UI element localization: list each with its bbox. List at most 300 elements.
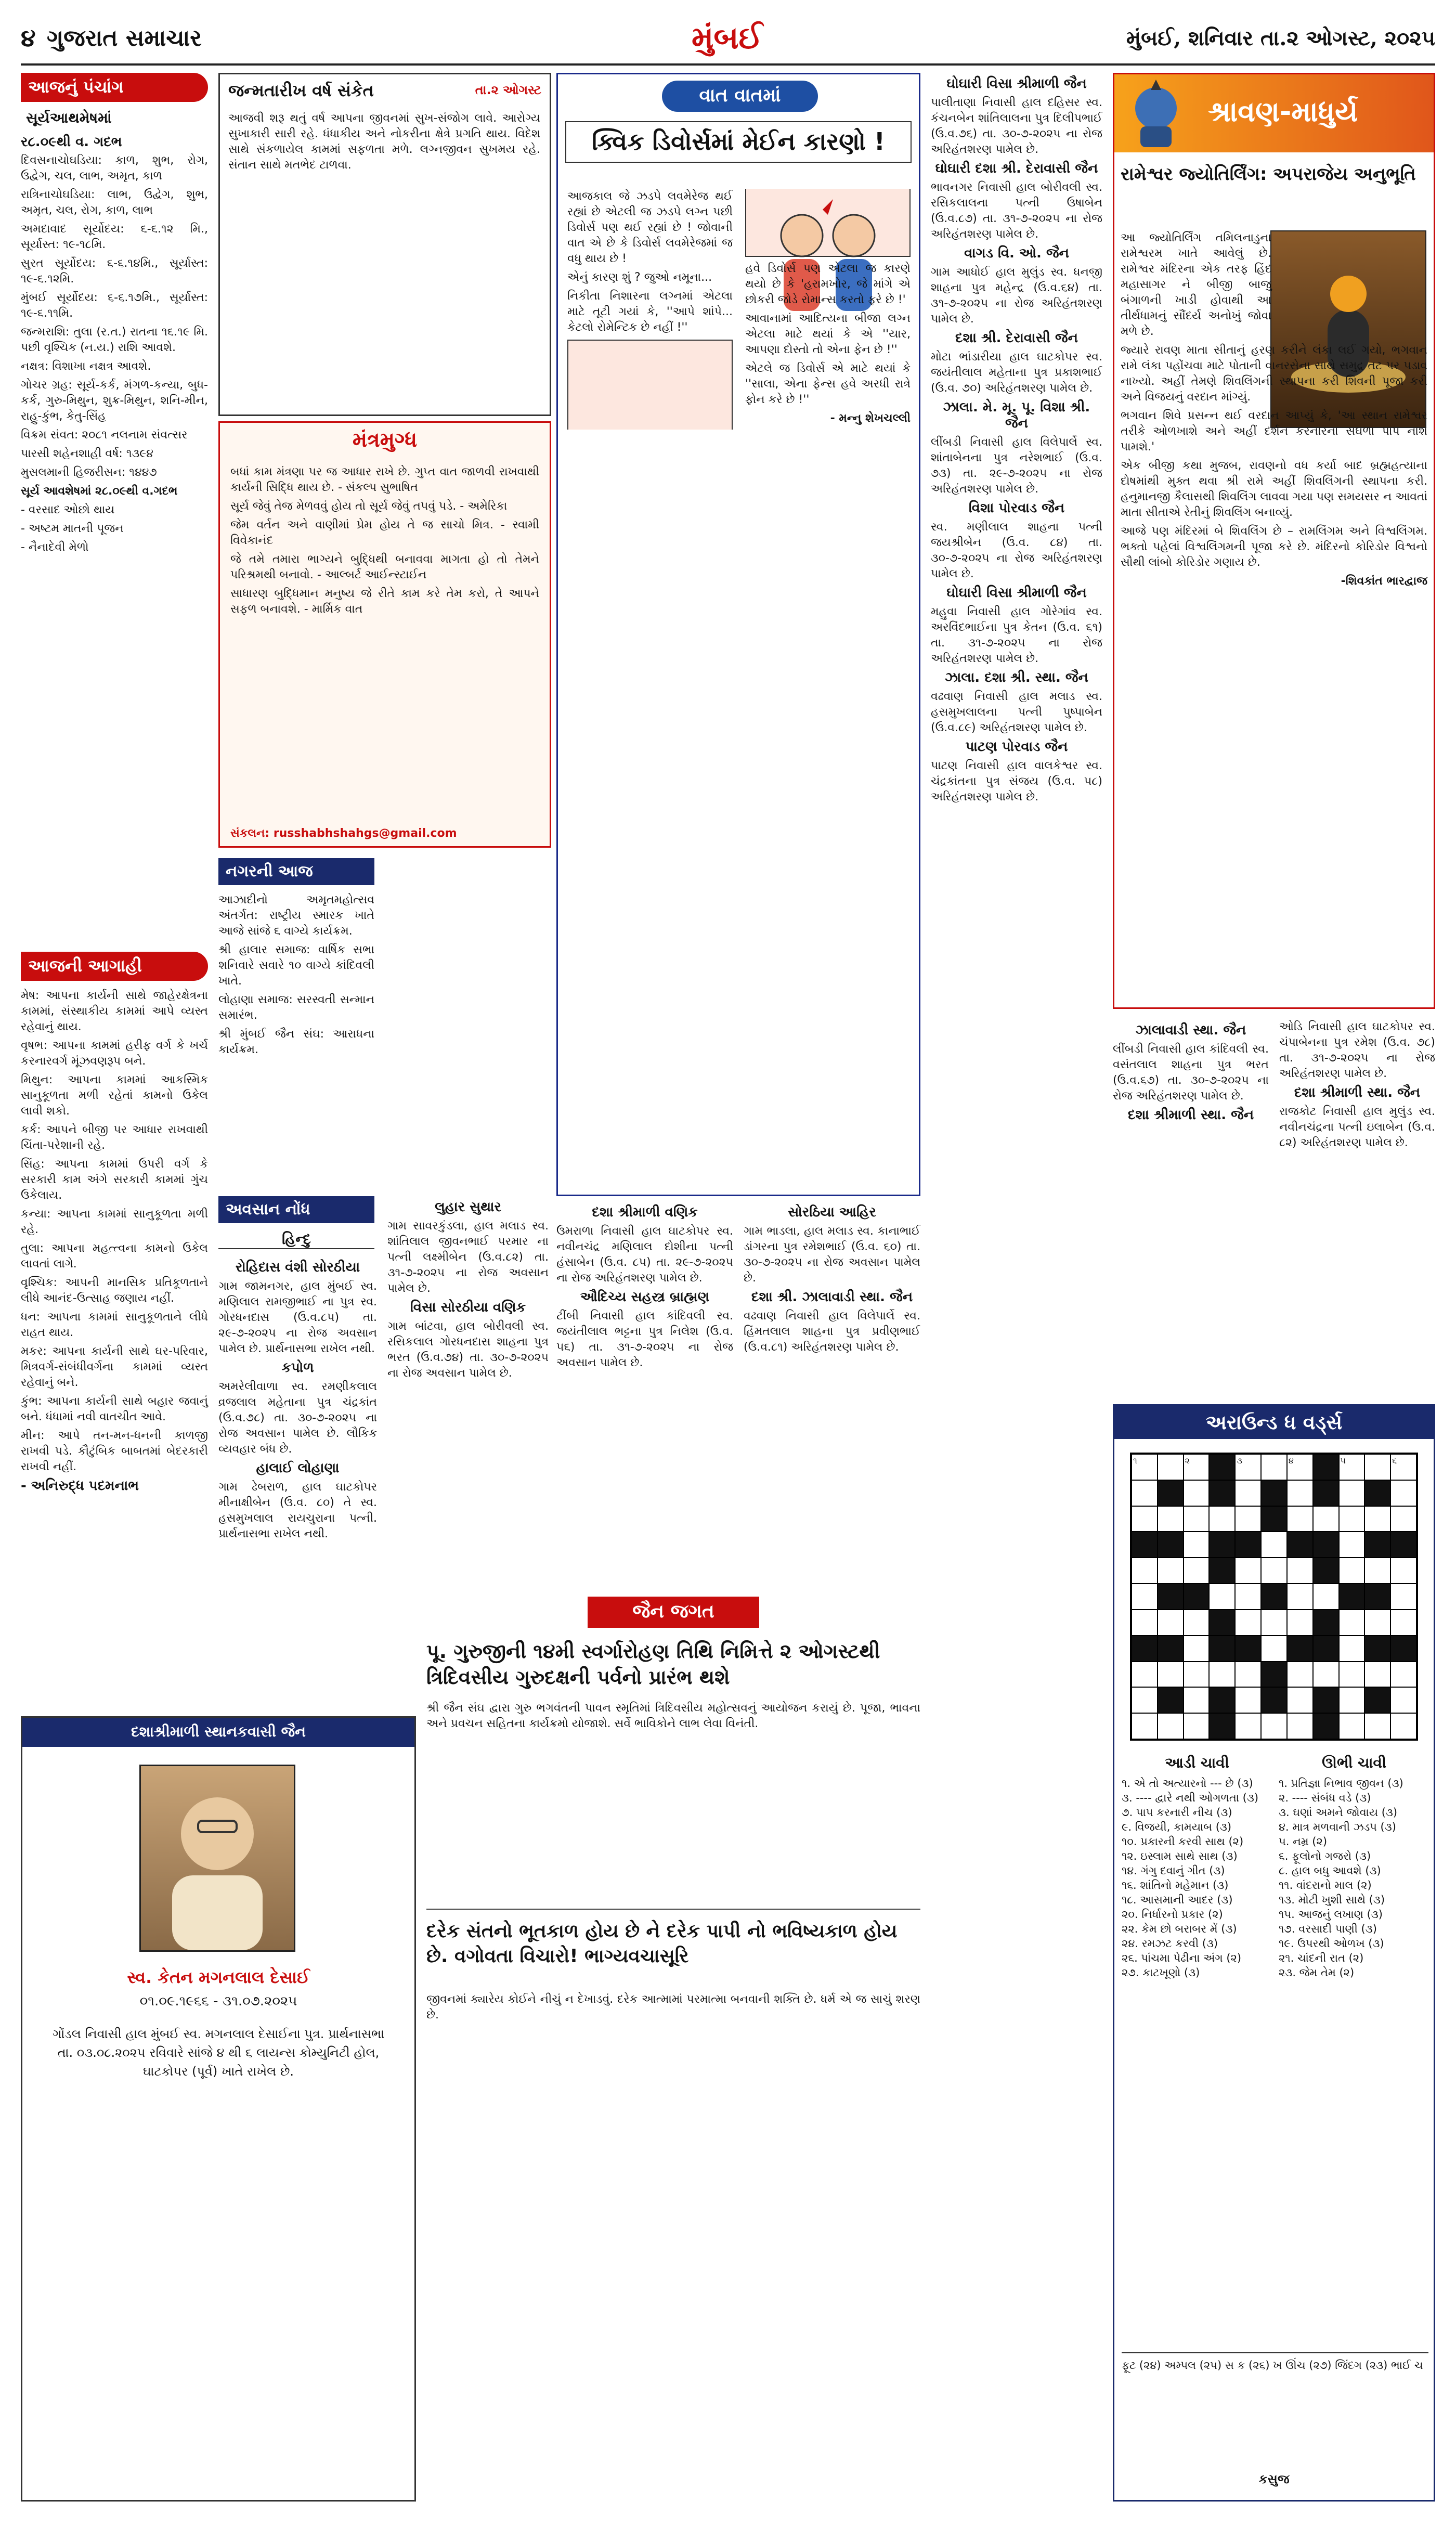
obit-text: ગોંડલ નિવાસી હાલ મુંબઈ સ્વ. મગનલાલ દેસાઈના પુત્ર. પ્રાર્થનાસભા તા. ૦૩.૦૮.૨૦૨૫ રવિવારે સાંજે ૪ થી ૬ લાયન્સ કોમ્યુનિટી હોલ, ઘાટકોપર (પૂર્વ) ખાતે રાખેલ છે. — [52, 2027, 385, 2079]
crossword-block — [1261, 1506, 1287, 1532]
crossword-cell[interactable] — [1390, 1506, 1416, 1532]
avsan-title: અવસાન નોંધ — [218, 1196, 374, 1223]
crossword-cell[interactable] — [1132, 1480, 1158, 1506]
birthday-date: તા.૨ ઓગસ્ટ — [475, 83, 541, 97]
crossword-cell[interactable] — [1235, 1687, 1261, 1713]
panchang-line: વિક્રમ સંવત: ૨૦૮૧ નલનામ સંવત્સર — [21, 429, 188, 442]
down-clue: ૨૧. ચાંદની રાત (૨) — [1279, 1952, 1364, 1964]
crossword-cell[interactable] — [1339, 1610, 1365, 1636]
crossword-cell[interactable] — [1158, 1713, 1184, 1739]
avsan-col-b — [387, 1196, 549, 1384]
obits-far — [1113, 1019, 1435, 1394]
mantramugdh-title: મંત્રમુગ્ધ — [352, 428, 418, 452]
obit-heading: કપોળ — [281, 1360, 314, 1376]
crossword-cell[interactable] — [1390, 1558, 1416, 1584]
crossword-cell[interactable] — [1158, 1610, 1184, 1636]
down-clue: ૪. માત્ર મળવાની ઝડપ (૩) — [1279, 1821, 1396, 1833]
nagar-item: શ્રી મુંબઈ જૈન સંઘ: આરાધના કાર્યક્રમ. — [218, 1028, 374, 1056]
page-number: ૪ — [21, 24, 36, 52]
shiva-icon — [1120, 77, 1192, 150]
horoscope-item: કર્ક: આપને બીજી પર આધાર રાખવાથી ચિંતા-પરેશાની રહે. — [21, 1123, 208, 1152]
across-clue: ૨૭. કાટખૂણો (૩) — [1122, 1966, 1200, 1979]
jain-title: જૈન જગત — [588, 1597, 759, 1628]
horoscope-item: મેષ: આપના કાર્યની સાથે જાહેરક્ષેત્રના કામમાં, સંસ્થાકીય કામમાં આપે વ્યસ્ત રહેવાનું થાય. — [21, 989, 208, 1033]
quote: બધાં કામ મંત્રણા પર જ આધાર રાખે છે. ગુપ્ત વાત જાળવી રાખવાથી કાર્યની સિદ્ધિ થાય છે. - સંકલ્પ સુભાષિત — [230, 465, 539, 494]
crossword-cell[interactable] — [1390, 1662, 1416, 1688]
horoscope-item: મિથુન: આપના કામમાં આકસ્મિક સાનુકૂળતા મળી રહેતાં કામનો ઉકેલ લાવી શકો. — [21, 1073, 208, 1118]
nagar-section — [218, 858, 380, 1191]
jain-body: શ્રી જૈન સંઘ દ્વારા ગુરુ ભગવંતની પાવન સ્મૃતિમાં ત્રિદિવસીય મહોત્સવનું આયોજન કરાયું છે. પૂજા, ભાવના અને પ્રવચન સહિતના કાર્યક્રમો યોજાશે. સર્વે ભાવિકોને લાભ લેવા વિનંતી. — [426, 1702, 920, 1730]
crossword-cell[interactable] — [1132, 1558, 1158, 1584]
crossword-block — [1390, 1532, 1416, 1558]
jain-section — [426, 1597, 920, 2502]
crossword-cell[interactable] — [1364, 1558, 1390, 1584]
obit-entry: મહુવા નિવાસી હાલ ગોરેગાંવ સ્વ. અરવિંદભાઈના પુત્ર કેતન (ઉ.વ. ૬૧) તા. ૩૧-૭-૨૦૨૫ ના રોજ અરિહંતશરણ પામેલ છે. — [931, 605, 1102, 665]
nagar-body — [218, 892, 374, 1061]
panchang-line: ર૮.૦૯થી વ. ગદભ — [21, 134, 122, 150]
crossword-cell[interactable] — [1184, 1532, 1210, 1558]
crossword-cell[interactable] — [1261, 1636, 1287, 1662]
crossword-block — [1209, 1610, 1235, 1636]
birthday-text: આજવી શરૂ થતું વર્ષ આપના જીવનમાં સુખ-સંજોગ લાવે. આરોગ્ય સુખાકારી સારી રહે. ધંધાકીય અને નોકરીના ક્ષેત્રે પ્રગતિ થાય. વિદેશ સાથે સંકળાયેલ કામમાં સફળતા મળે. લગ્નજીવન સુખમય રહે. સંતાન સાથે મતભેદ ટાળવા. — [228, 112, 540, 172]
crossword-block — [1364, 1480, 1390, 1506]
crossword-block — [1364, 1687, 1390, 1713]
panchang-line: અમદાવાદ સૂર્યોદય: ૬-૬.૧૨ મિ., સૂર્યાસ્ત: ૧૯-૧૮મિ. — [21, 223, 208, 251]
down-clue: ૨૩. જેમ તેમ (૨) — [1279, 1966, 1355, 1979]
nagar-title: નગરની આજ — [218, 858, 374, 885]
crossword-cell[interactable] — [1339, 1713, 1365, 1739]
crossword-cell[interactable] — [1132, 1687, 1158, 1713]
obit-photo — [139, 1765, 295, 1952]
vaat-headline: ક્વિક ડિવોર્સમાં મેઈન કારણો ! — [565, 121, 912, 163]
crossword-block — [1313, 1454, 1339, 1480]
crossword-cell[interactable] — [1209, 1506, 1235, 1532]
across-clue: ૨૦. નિર્ધારનો પ્રકાર (૨) — [1122, 1908, 1223, 1921]
down-clue: ૬. ફૂલોનો ગજરો (૩) — [1279, 1850, 1371, 1862]
crossword-cell[interactable] — [1339, 1662, 1365, 1688]
crossword-block — [1313, 1558, 1339, 1584]
avsan-hindu: હિન્દુ — [218, 1230, 374, 1249]
shravan-banner — [1114, 74, 1434, 152]
crossword-cell[interactable] — [1235, 1506, 1261, 1532]
obit-notice — [21, 1716, 416, 2502]
crossword-cell[interactable] — [1132, 1584, 1158, 1610]
crossword-cell[interactable] — [1390, 1584, 1416, 1610]
crossword-cell[interactable] — [1339, 1558, 1365, 1584]
crossword-block — [1287, 1532, 1313, 1558]
obit-notice-title: દશાશ્રીમાળી સ્થાનકવાસી જૈન — [22, 1718, 414, 1747]
crossword-cell[interactable] — [1339, 1687, 1365, 1713]
obit-heading: રોહિદાસ વંશી સોરઠીયા — [235, 1260, 360, 1275]
panchang-line: મુસલમાની હિજરીસન: ૧૪૪૭ — [21, 466, 157, 479]
shravan-para: ભગવાન શિવે પ્રસન્ન થઈ વરદાન આપ્યું કે, 'આ સ્થાન રામેશ્વર તરીકે ઓળખાશે અને અહીં દર્શન કરનારના સઘળા પાપ નાશ પામશે.' — [1121, 409, 1427, 453]
portrait-icon — [141, 1766, 294, 1950]
crossword-grid — [1130, 1453, 1418, 1741]
crossword-section — [1113, 1404, 1435, 2502]
obit-entry: ગામ સાવરકુંડલા, હાલ મલાડ સ્વ. શાંતિલાલ જીવનભાઈ પરમાર ના પત્ની લક્ષ્મીબેન (ઉ.વ.૮૨) તા. ૩૧-૭-૨૦૨૫ ના રોજ અવસાન પામેલ છે. — [387, 1220, 549, 1295]
obit-heading: ઘોઘારી વિસા શ્રીમાળી જૈન — [946, 76, 1087, 92]
across-clue: ૨૪. રમઝટ કરવી (૩) — [1122, 1937, 1218, 1950]
shravan-author: -શિવકાંત ભારદ્વાજ — [1341, 575, 1427, 588]
crossword-cell[interactable] — [1287, 1506, 1313, 1532]
obit-heading: દશા શ્રીમાળી સ્થા. જૈન — [1127, 1107, 1254, 1123]
crossword-cell[interactable] — [1287, 1687, 1313, 1713]
vaat-para: નિકીતા નિશારના લગ્નમાં એટલા માટે તૂટી ગયાં કે, ''આપે શાંપે... કેટલો રોમેન્ટિક છે નહીં !'' — [567, 290, 733, 334]
nagar-item: શ્રી હાલાર સમાજ: વાર્ષિક સભા શનિવારે સવારે ૧૦ વાગ્યે કાંદિવલી ખાતે. — [218, 943, 374, 988]
crossword-cell[interactable] — [1261, 1454, 1287, 1480]
crossword-cell[interactable] — [1261, 1558, 1287, 1584]
crossword-cell[interactable] — [1287, 1713, 1313, 1739]
obit-entry: ગામ બાંટવા, હાલ બોરીવલી સ્વ. રસિકલાલ ગોરધનદાસ શાહના પુત્ર ભરત (ઉ.વ.૭૪) તા. ૩૦-૭-૨૦૨૫ ના રોજ અવસાન પામેલ છે. — [387, 1320, 549, 1380]
shravan-para: એક બીજી કથા મુજબ, રાવણનો વધ કર્યા બાદ બ્રહ્મહત્યાના દોષમાંથી મુક્ત થવા શ્રી રામે અહીં શિવલિંગની સ્થાપના કરી. હનુમાનજી કૈલાસથી શિવલિંગ લાવવા ગયા પણ સમયસર ન આવતાં માતા સીતાએ રેતીનું શિવલિંગ બનાવ્યું. — [1121, 459, 1427, 519]
obit-heading: પાટણ પોરવાડ જૈન — [965, 739, 1068, 755]
crossword-block — [1313, 1480, 1339, 1506]
crossword-block — [1184, 1584, 1210, 1610]
crossword-cell[interactable]: ૬ — [1390, 1454, 1416, 1480]
crossword-cell[interactable] — [1261, 1713, 1287, 1739]
crossword-block — [1235, 1532, 1261, 1558]
shravan-body — [1121, 230, 1427, 592]
crossword-block — [1158, 1480, 1184, 1506]
vaat-para: આવાનામાં આદિત્યના બીજા લગ્ન એટલા માટે થયાં કે એ ''યાર, આપણા દોસ્તો તો એના ફેન છે !'' — [745, 312, 911, 356]
panchang-line: - અષ્ટમ માતની પૂજન — [21, 522, 124, 535]
panchang-line: ગોચર ગ્રહ: સૂર્ય-કર્ક, મંગળ-કન્યા, બુધ-કર્ક, ગુરુ-મિથુન, શુક્ર-મિથુન, શનિ-મીન, રાહુ-કુંભ, કેતુ-સિંહ — [21, 379, 208, 423]
jain-headline: પૂ. ગુરુજીની ૧૪મી સ્વર્ગારોહણ તિથિ નિમિત્તે ૨ ઓગસ્ટથી ત્રિદિવસીય ગુરુદક્ષની પર્વનો પ્રારંભ થશે — [426, 1640, 880, 1689]
crossword-block — [1209, 1454, 1235, 1480]
crossword-cell[interactable] — [1364, 1662, 1390, 1688]
obit-dates: ૦૧.૦૯.૧૯૬૬ - ૩૧.૦૭.૨૦૨૫ — [139, 1993, 297, 2009]
crossword-cell[interactable] — [1261, 1532, 1287, 1558]
crossword-cell[interactable] — [1235, 1584, 1261, 1610]
crossword-cell[interactable] — [1235, 1662, 1261, 1688]
obit-heading: ઔદિચ્ય સહસ્ત્ર બ્રાહ્મણ — [580, 1289, 710, 1305]
jain-divider — [426, 1909, 920, 1910]
down-clue: ૧૩. મોટી ખુશી સાથે (૩) — [1279, 1894, 1385, 1906]
horoscope-item: વૃષભ: આપના કામમાં હરીફ વર્ગ કે ખર્ચ કરનારવર્ગ મૂંઝવણરૂપ બને. — [21, 1039, 208, 1068]
birthday-title: જન્મતારીખ વર્ષ સંકેત — [228, 81, 374, 100]
across-clue: ૧૨. ઇસ્લામ સાથે સાથ (૩) — [1122, 1850, 1238, 1862]
obit-entry: ઉમરાળા નિવાસી હાલ ઘાટકોપર સ્વ. નવીનચંદ્ર મણિલાલ દોશીના પત્ની હંસાબેન (ઉ.વ. ૮૫) તા. ૨૯-૭-૨૦૨૫ ના રોજ અરિહંતશરણ પામેલ છે. — [556, 1225, 733, 1285]
crossword-block — [1261, 1584, 1287, 1610]
obit-entry: ભાવનગર નિવાસી હાલ બોરીવલી સ્વ. રસિકલાલના પત્ની ઉષાબેન (ઉ.વ.૮૭) તા. ૩૧-૭-૨૦૨૫ ના રોજ અરિહંતશરણ પામેલ છે. — [931, 181, 1102, 241]
obits-right — [931, 73, 1102, 2502]
vaat-para: એનું કારણ શું ? જુઓ નમૂના... — [567, 271, 712, 284]
crossword-cell[interactable] — [1158, 1662, 1184, 1688]
crossword-cell[interactable] — [1390, 1480, 1416, 1506]
horoscope-item: તુલા: આપના મહત્ત્વના કામનો ઉકેલ લાવતાં લાગે. — [21, 1242, 208, 1271]
vaat-para: એટલે જ ડિવોર્સ એ માટે થયાં કે ''સાલા, એના ફેન્સ હવે અરધી રાત્રે ફોન કરે છે !'' — [745, 362, 911, 406]
obit-entry: વઢવાણ નિવાસી હાલ વિલેપાર્લે સ્વ. હિંમતલાલ શાહના પુત્ર પ્રવીણભાઈ (ઉ.વ.૮૧) અરિહંતશરણ પામેલ છે. — [744, 1310, 920, 1354]
crossword-block — [1132, 1532, 1158, 1558]
obit-entry: ઓડિ નિવાસી હાલ ઘાટકોપર સ્વ. ચંપાબેનના પુત્ર રમેશ (ઉ.વ. ૭૮) તા. ૩૧-૭-૨૦૨૫ ના રોજ અરિહંતશરણ પામેલ છે. — [1279, 1020, 1435, 1080]
quote: જે તમે તમારા ભાગ્યને બુદ્ધિથી બનાવવા માગતા હો તો તેમને પરિશ્રમથી બનાવો. - આલ્બર્ટ આઈન્સ્ટાઈન — [230, 553, 539, 581]
obit-entry: ગામ આધોઈ હાલ મુલુંડ સ્વ. ધનજી શાહના પુત્ર મહેન્દ્ર (ઉ.વ.૬૪) તા. ૩૧-૭-૨૦૨૫ ના રોજ અરિહંતશરણ પામેલ છે. — [931, 266, 1102, 326]
down-clue: ૫. નમ્ર (૨) — [1279, 1835, 1328, 1848]
obit-heading: ઝાલા. દશા શ્રી. સ્થા. જૈન — [945, 670, 1088, 685]
vaat-author: - મન્નુ શેખચલ્લી — [830, 412, 911, 425]
crossword-cell[interactable] — [1184, 1662, 1210, 1688]
shravan-para: જ્યારે રાવણ માતા સીતાનું હરણ કરીને લંકા લઈ ગયો, ભગવાન રામે લંકા પહોંચવા માટે પોતાની વાનરસેના સાથે સમુદ્ર તટ પર પડાવ નાખ્યો. અહીં તેમણે શિવલિંગની સ્થાપના કરી શિવની પૂજા કરી અને વિજયનું વરદાન માંગ્યું. — [1121, 344, 1427, 404]
obit-heading: ઘોઘારી વિસા શ્રીમાળી જૈન — [946, 585, 1087, 601]
crossword-answers: ફૂટ (૨૪) અમ્પલ (૨૫) સ ક (૨૬) ખ ઊંચ (૨૭) જિંદગ (૨૩) ભાઈ ચ — [1122, 2352, 1428, 2373]
crossword-cell[interactable] — [1390, 1610, 1416, 1636]
crossword-cell[interactable] — [1235, 1558, 1261, 1584]
crossword-cell[interactable]: ૨ — [1184, 1454, 1210, 1480]
crossword-block — [1209, 1558, 1235, 1584]
crossword-block — [1364, 1584, 1390, 1610]
crossword-block — [1313, 1636, 1339, 1662]
panchang-line: - નૈનાદેવી મેળો — [21, 541, 89, 554]
horoscope-item: વૃશ્ચિક: આપની માનસિક પ્રતિકૂળતાને લીધે આનંદ-ઉત્સાહ જણાય નહીં. — [21, 1276, 208, 1305]
obit-heading: દશા શ્રીમાળી સ્થા. જૈન — [1294, 1085, 1421, 1100]
horoscope-body — [21, 988, 208, 1497]
obit-heading: દશા શ્રી. ઝાલાવાડી સ્થા. જૈન — [751, 1289, 913, 1305]
crossword-cell[interactable] — [1184, 1506, 1210, 1532]
crossword-cell[interactable] — [1184, 1713, 1210, 1739]
crossword-cell[interactable] — [1313, 1584, 1339, 1610]
paper-name: ગુજરાત સમાચાર — [47, 25, 202, 51]
panchang-line: સુરત સૂર્યોદય: ૬-૬.૧૪મિ., સૂર્યાસ્ત: ૧૯-૬.૧૨મિ. — [21, 257, 208, 286]
obit-entry: સ્વ. મણીલાલ શાહના પત્ની જયશ્રીબેન (ઉ.વ. ૮૪) તા. ૩૦-૭-૨૦૨૫ ના રોજ અરિહંતશરણ પામેલ છે. — [931, 521, 1102, 580]
crossword-block — [1132, 1636, 1158, 1662]
crossword-cell[interactable]: ૧ — [1132, 1454, 1158, 1480]
panchang-line: સૂર્ય આવશેષમાં ૨૮.૦૯થી વ.ગદભ — [21, 485, 178, 498]
crossword-block — [1158, 1687, 1184, 1713]
crossword-block — [1313, 1532, 1339, 1558]
obit-entry: ગામ ભાડલા, હાલ મલાડ સ્વ. કાનાભાઈ ડાંગરના પુત્ર રમેશભાઈ (ઉ.વ. ૬૦) તા. ૩૦-૭-૨૦૨૫ ના રોજ અવસાન પામેલ છે. — [744, 1225, 920, 1285]
horoscope-section — [21, 952, 213, 1706]
obit-heading: વિશા પોરવાડ જૈન — [968, 500, 1065, 516]
panchang-sub: સૂર્યઆથમેષમાં — [26, 109, 112, 126]
issue-date: મુંબઈ, શનિવાર તા.૨ ઓગસ્ટ, ૨૦૨૫ — [1126, 26, 1435, 50]
header-bar — [21, 15, 1435, 67]
down-clues — [1279, 1754, 1429, 1980]
crossword-cell[interactable] — [1235, 1480, 1261, 1506]
down-clue: ૧. પ્રતિજ્ઞા નિભાવ જીવન (૩) — [1279, 1777, 1403, 1790]
crossword-block — [1209, 1687, 1235, 1713]
horoscope-item: મકર: આપના કાર્યની સાથે ઘર-પરિવાર, મિત્રવર્ગ-સંબંધીવર્ગના કામમાં વ્યસ્ત રહેવાનું બને. — [21, 1345, 208, 1389]
crossword-block — [1287, 1636, 1313, 1662]
horoscope-item: કુંભ: આપના કાર્યની સાથે બહાર જવાનું બને. ધંધામાં નવી વાતચીત આવે. — [21, 1395, 208, 1423]
crossword-cell[interactable] — [1132, 1610, 1158, 1636]
down-clue: ૮. હાલ બધુ આવશે (૩) — [1279, 1864, 1381, 1877]
crossword-cell[interactable] — [1287, 1480, 1313, 1506]
crossword-block — [1158, 1584, 1184, 1610]
horoscope-item: ધન: આપના કામમાં સાનુકૂળતાને લીધે રાહત થાય. — [21, 1311, 208, 1339]
crossword-title: અરાઉન્ડ ધ વર્ડ્સ — [1114, 1406, 1434, 1439]
vaat-body — [567, 189, 911, 430]
quote: જેમ વર્તન અને વાણીમાં પ્રેમ હોય તે જ સાચો મિત્ર. - સ્વામી વિવેકાનંદ — [230, 519, 539, 547]
across-clues — [1122, 1754, 1272, 1980]
jain-subheadline: દરેક સંતનો ભૂતકાળ હોય છે ને દરેક પાપી નો ભવિષ્યકાળ હોય છે. વગોવતા વિચારો! ભાગ્યવચાસૂરિ — [426, 1921, 898, 1967]
vaat-para: હવે ડિવોર્સ પણ એટલા જ કારણે થયો છે કે 'હરામખોર, જે માંગે એ છોકરી જોડે રોમાન્સ કરતો ફરે છે !' — [745, 262, 911, 306]
across-clue: ૧૮. આસમાની આદર (૩) — [1122, 1894, 1233, 1906]
obits-mid — [556, 1201, 920, 1586]
obit-entry: ગામ જામનગર, હાલ મુંબઈ સ્વ. મણિલાલ રામજીભાઈ ના પુત્ર સ્વ. ગોરધનદાસ (ઉ.વ.૮૫) તા. ૨૯-૭-૨૦૨૫ ના રોજ અવસાન પામેલ છે. પ્રાર્થનાસભા રાખેલ નથી. — [218, 1280, 377, 1355]
across-clue: ૧. એ તો અત્યારનો --- છે (૩) — [1122, 1777, 1253, 1790]
crossword-cell[interactable] — [1339, 1506, 1365, 1532]
crossword-cell[interactable] — [1364, 1454, 1390, 1480]
mantramugdh-body — [230, 464, 539, 620]
crossword-cell[interactable] — [1132, 1662, 1158, 1688]
panchang-line: દિવસનાચોઘડિયા: કાળ, શુભ, રોગ, ઉદ્વેગ, ચલ, લાભ, અમૃત, કાળ — [21, 154, 208, 183]
down-clue: ૨. ---- સંબંધ વડે (૩) — [1279, 1792, 1371, 1804]
obit-heading: દશા શ્રીમાળી વણિક — [592, 1204, 698, 1220]
crossword-block — [1209, 1532, 1235, 1558]
crossword-block — [1235, 1636, 1261, 1662]
obit-entry: રાજકોટ નિવાસી હાલ મુલુંડ સ્વ. નવીનચંદ્રના પત્ની ઇલાબેન (ઉ.વ. ૮૨) અરિહંતશરણ પામેલ છે. — [1279, 1105, 1435, 1149]
obit-entry: લીંબડી નિવાસી હાલ કાંદિવલી સ્વ. વસંતલાલ શાહના પુત્ર ભરત (ઉ.વ.૬૭) તા. ૩૦-૭-૨૦૨૫ ના રોજ અરિહંતશરણ પામેલ છે. — [1113, 1043, 1269, 1103]
crossword-block — [1313, 1610, 1339, 1636]
obit-heading: સોરઠિયા આહિર — [788, 1204, 876, 1220]
obit-entry: અમરેલીવાળા સ્વ. રમણીકલાલ વ્રજલાલ મહેતાના પુત્ર ચંદ્રકાંત (ઉ.વ.૭૮) તા. ૩૦-૭-૨૦૨૫ ના રોજ અવસાન પામેલ છે. લૌકિક વ્યવહાર બંધ છે. — [218, 1380, 377, 1456]
across-clue: ૩. ---- દ્વારે નથી ઓગળતા (૩) — [1122, 1792, 1259, 1804]
down-title: ઊભી ચાવી — [1322, 1754, 1386, 1771]
horoscope-title: આજની આગાહી — [21, 952, 208, 981]
down-clue: ૧૧. વાંદરાનો માલ (૨) — [1279, 1879, 1372, 1891]
across-clue: ૧૦. પ્રકારની કરવી સાથ (૨) — [1122, 1835, 1244, 1848]
crossword-cell[interactable] — [1209, 1584, 1235, 1610]
crossword-cell[interactable] — [1261, 1610, 1287, 1636]
obit-heading: ઝાલા. મે. મૂ. પૂ. વિશા શ્રી. જૈન — [943, 399, 1090, 431]
crossword-block — [1364, 1636, 1390, 1662]
crossword-block — [1390, 1636, 1416, 1662]
crossword-cell[interactable] — [1364, 1713, 1390, 1739]
crossword-block — [1261, 1687, 1287, 1713]
obits-mid-col-a — [556, 1201, 733, 1374]
crossword-cell[interactable] — [1313, 1662, 1339, 1688]
crossword-cell[interactable] — [1158, 1506, 1184, 1532]
crossword-cell[interactable] — [1184, 1558, 1210, 1584]
down-clue: ૩. ઘણાં અમને જોવાય (૩) — [1279, 1806, 1398, 1819]
crossword-block — [1313, 1687, 1339, 1713]
crossword-block — [1209, 1480, 1235, 1506]
obit-heading: વાગડ વિ. ઓ. જૈન — [964, 245, 1069, 261]
across-clue: ૭. પાપ કરનારી નીચ (૩) — [1122, 1806, 1232, 1819]
crossword-cell[interactable] — [1235, 1610, 1261, 1636]
shravan-title: શ્રાવણ-માધુર્ય — [1208, 95, 1358, 128]
crossword-cell[interactable] — [1184, 1687, 1210, 1713]
horoscope-item: સિંહ: આપના કામમાં ઉપરી વર્ગ કે સરકારી કામ અંગે સરકારી કામમાં ગુંચ ઉકેલાય. — [21, 1158, 208, 1202]
crossword-cell[interactable] — [1390, 1713, 1416, 1739]
panchang-line: જન્મરાશિ: તુલા (ર.ત.) રાતના ૧૬.૧૯ મિ. પછી વૃશ્ચિક (ન.ય.) રાશિ આવશે. — [21, 326, 208, 354]
shravan-para: આ જ્યોતિર્લિંગ તમિલનાડુના રામેશ્વરમ ખાતે આવેલું છે. રામેશ્વર મંદિરના એક તરફ હિંદ મહાસાગર ને બીજી બાજુ બંગાળની ખાડી હોવાથી આ તીર્થધામનું સૌંદર્ય અનોખું જોવા મળે છે. — [1121, 231, 1271, 338]
obit-heading: ઝાલાવાડી સ્થા. જૈન — [1135, 1022, 1246, 1038]
crossword-cell[interactable] — [1364, 1506, 1390, 1532]
crossword-footer: કસુજ — [1258, 2472, 1290, 2486]
panchang-title: આજનું પંચાંગ — [21, 73, 208, 102]
crossword-block — [1364, 1532, 1390, 1558]
panchang-line: રાત્રિનાચોઘડિયા: લાભ, ઉદ્વેગ, શુભ, અમૃત, ચલ, રોગ, કાળ, લાભ — [21, 188, 208, 217]
down-clue: ૧૯. ઉપરથી ઓળખ (૩) — [1279, 1937, 1384, 1950]
obit-heading: દશા શ્રી. દેરાવાસી જૈન — [955, 330, 1078, 346]
panchang-section — [21, 73, 213, 947]
nagar-item: આઝાદીનો અમૃતમહોત્સવ અંતર્ગત: રાષ્ટ્રીય સ્મારક ખાતે આજે સાંજે ૬ વાગ્યે કાર્યક્રમ. — [218, 893, 374, 938]
panchang-line: નક્ષત્ર: વિશાખા નક્ષત્ર આવશે. — [21, 360, 151, 373]
crossword-cell[interactable]: ૪ — [1287, 1454, 1313, 1480]
obit-heading: હાલાઈ લોહાણા — [256, 1460, 340, 1476]
obit-entry: મોટા ભાંડારીયા હાલ ઘાટકોપર સ્વ. જયંતીલાલ મહેતાના પુત્ર પ્રકાશભાઈ (ઉ.વ. ૭૦) અરિહંતશરણ પામેલ છે. — [931, 351, 1102, 395]
crossword-cell[interactable] — [1339, 1532, 1365, 1558]
crossword-cell[interactable] — [1184, 1636, 1210, 1662]
crossword-cell[interactable] — [1364, 1610, 1390, 1636]
birthday-section — [218, 73, 551, 416]
crossword-cell[interactable] — [1313, 1506, 1339, 1532]
panchang-body — [21, 134, 208, 559]
obits-mid-col-b — [744, 1201, 920, 1358]
crossword-cell[interactable]: ૫ — [1339, 1454, 1365, 1480]
crossword-cell[interactable] — [1287, 1558, 1313, 1584]
mantramugdh-section — [218, 421, 551, 848]
obit-entry: પાટણ નિવાસી હાલ વાલકેશ્વર સ્વ. ચંદ્રકાંતના પુત્ર સંજય (ઉ.વ. ૫૮) અરિહંતશરણ પામેલ છે. — [931, 759, 1102, 804]
vaat-title: વાત વાતમાં — [662, 81, 818, 112]
across-clue: ૯. વિજયી, કામયાબ (૩) — [1122, 1821, 1232, 1833]
avsan-col-a — [218, 1256, 377, 1545]
header-rule — [21, 63, 1435, 66]
panchang-line: પારસી શહેનશાહી વર્ષ: ૧૩૯૪ — [21, 447, 153, 460]
panchang-line: મુંબઈ સૂર્યોદય: ૬-૬.૧૭મિ., સૂર્યાસ્ત: ૧૯-૬.૧૧મિ. — [21, 291, 208, 320]
crossword-block — [1209, 1713, 1235, 1739]
obit-name: સ્વ. કેતન મગનલાલ દેસાઈ — [127, 1967, 310, 1987]
crossword-cell[interactable] — [1287, 1610, 1313, 1636]
mantramugdh-contact[interactable]: સંકલન: russhabhshahgs@gmail.com — [230, 827, 457, 840]
obit-heading: લુહાર સુથાર — [435, 1199, 501, 1215]
crossword-cell[interactable] — [1132, 1506, 1158, 1532]
crossword-cell[interactable] — [1235, 1713, 1261, 1739]
crossword-cell[interactable] — [1339, 1480, 1365, 1506]
panchang-line: - વરસાદ ઓછો થાય — [21, 503, 115, 516]
obit-entry: લીંબડી નિવાસી હાલ વિલેપાર્લે સ્વ. શાંતાબેનના પુત્ર નરેશભાઈ (ઉ.વ. ૭૩) તા. ૨૯-૭-૨૦૨૫ ના રોજ અરિહંતશરણ પામેલ છે. — [931, 436, 1102, 496]
horoscope-item: મીન: આપે તન-મન-ધનની કાળજી રાખવી પડે. કૌટુંબિક બાબતમાં બેદરકારી રાખવી નહીં. — [21, 1429, 208, 1473]
obit-entry: પાલીતાણા નિવાસી હાલ દહિસર સ્વ. કંચનબેન શાંતિલાલના પુત્ર દિલીપભાઈ (ઉ.વ.૭૬) તા. ૩૦-૭-૨૦૨૫ ના રોજ અરિહંતશરણ પામેલ છે. — [931, 96, 1102, 156]
crossword-cell[interactable] — [1209, 1662, 1235, 1688]
across-clue: ૨૬. પાંચમા પેઢીના અંગ (૨) — [1122, 1952, 1242, 1964]
crossword-cell[interactable] — [1184, 1480, 1210, 1506]
crossword-block — [1261, 1662, 1287, 1688]
crossword-block — [1158, 1532, 1184, 1558]
crossword-cell[interactable] — [1390, 1687, 1416, 1713]
across-clue: ૨૨. કેમ છો બરાબર મેં (૩) — [1122, 1923, 1237, 1935]
quote: સૂર્ય જેવું તેજ મેળવવું હોય તો સૂર્ય જેવું તપવું પડે. - અમેરિકા — [230, 500, 508, 513]
nagar-item: લોહાણા સમાજ: સરસ્વતી સન્માન સમારંભ. — [218, 993, 374, 1022]
obit-entry: ટીંબી નિવાસી હાલ કાંદિવલી સ્વ. જયંતીલાલ ભટ્ટના પુત્ર નિલેશ (ઉ.વ. ૫૬) તા. ૩૧-૭-૨૦૨૫ ના રોજ અવસાન પામેલ છે. — [556, 1310, 733, 1369]
across-clue: ૧૬. શાંતિનો મહેમાન (૩) — [1122, 1879, 1229, 1891]
crossword-cell[interactable] — [1158, 1454, 1184, 1480]
crossword-cell[interactable] — [1287, 1584, 1313, 1610]
city-title: મુંબઈ — [692, 20, 763, 56]
crossword-cell[interactable] — [1132, 1713, 1158, 1739]
vaat-para: આજકાલ જે ઝડપે લવમેરેજ થઈ રહ્યાં છે એટલી જ ઝડપે લગ્ન પછી ડિવોર્સ પણ થઈ રહ્યાં છે ! જોવાની વાત એ છે કે ડિવોર્સ લવમેરેજમાં જ વધુ થાય છે ! — [567, 190, 733, 265]
obit-heading: વિસા સોરઠીયા વણિક — [410, 1300, 526, 1315]
jain-subbody: જીવનમાં ક્યારેય કોઈને નીચું ન દેખાડવું. દરેક આત્મામાં પરમાત્મા બનવાની શક્તિ છે. ધર્મ એ જ સાચું શરણ છે. — [426, 1993, 920, 2021]
crossword-block — [1209, 1636, 1235, 1662]
shravan-headline: રામેશ્વર જ્યોતિર્લિંગ: અપરાજેય અનુભૂતિ — [1121, 164, 1416, 185]
crossword-block — [1261, 1480, 1287, 1506]
crossword-cell[interactable] — [1184, 1610, 1210, 1636]
vaat-section — [556, 73, 920, 1196]
obit-entry: ગામ ઢેબરાળ, હાલ ઘાટકોપર મીનાક્ષીબેન (ઉ.વ. ૮૦) તે સ્વ. હસમુખલાલ રાયચુરાના પત્ની. પ્રાર્થનાસભા રાખેલ નથી. — [218, 1481, 377, 1540]
horoscope-author: - અનિરુદ્ધ પદમનાભ — [21, 1478, 139, 1494]
crossword-cell[interactable] — [1339, 1636, 1365, 1662]
obit-entry: વઢવાણ નિવાસી હાલ મલાડ સ્વ. હસમુખલાલના પત્ની પુષ્પાબેન (ઉ.વ.૮૯) અરિહંતશરણ પામેલ છે. — [931, 690, 1102, 734]
crossword-cell[interactable] — [1287, 1662, 1313, 1688]
shravan-section — [1113, 73, 1435, 1009]
quote: સાધારણ બુદ્ધિમાન મનુષ્ય જે રીતે કામ કરે તેમ કરો, તે આપને સફળ બનાવશે. - માર્મિક વાત — [230, 587, 539, 616]
crossword-cell[interactable]: ૩ — [1235, 1454, 1261, 1480]
shravan-para: આજે પણ મંદિરમાં બે શિવલિંગ છે – રામલિંગમ અને વિશ્વલિંગમ. ભક્તો પહેલાં વિશ્વલિંગમની પૂજા કરે છે. મંદિરનો કોરિડોર વિશ્વનો સૌથી લાંબો કોરિડોર ગણાય છે. — [1121, 525, 1427, 569]
crossword-cell[interactable] — [1158, 1558, 1184, 1584]
crossword-block — [1158, 1636, 1184, 1662]
